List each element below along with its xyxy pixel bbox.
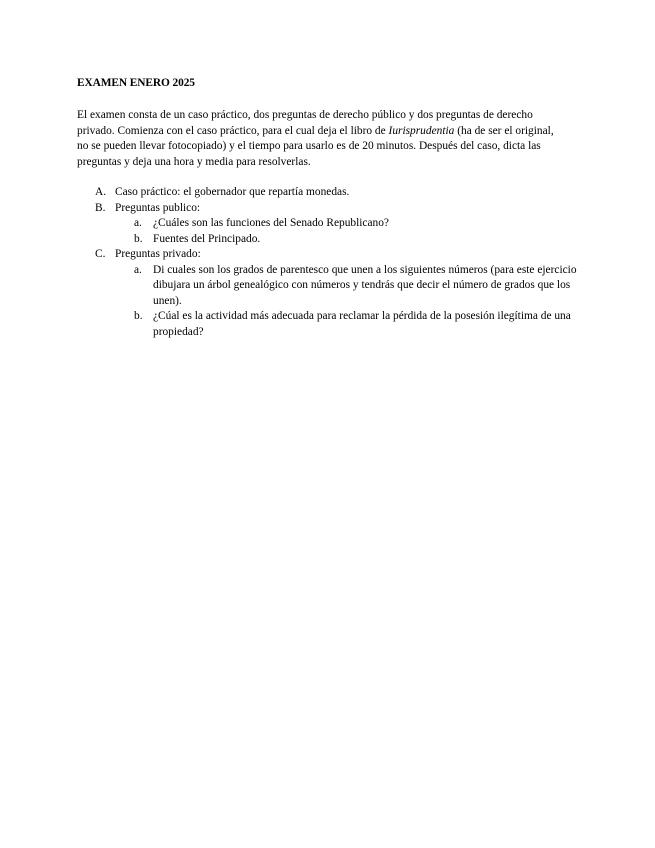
intro-paragraph	[77, 108, 567, 170]
section-c-question-b	[77, 309, 577, 340]
exam-outline	[77, 185, 577, 340]
question-text: Di cuales son los grados de parentesco que unen a los siguientes números (para este ejercicio dibujara un árbol genealógico con números y tendrás que decir el número de grados que los unen).	[153, 263, 577, 307]
question-marker: b.	[134, 310, 143, 322]
section-label: Caso práctico: el gobernador que repartía monedas.	[115, 186, 350, 198]
question-text: Fuentes del Principado.	[153, 232, 261, 245]
intro-text-part-1: El examen consta de un caso práctico, dos preguntas de derecho público y dos preguntas de derecho privado. Comienza con el caso práctico, para el cual deja el libro de	[77, 109, 533, 137]
book-title: Iurisprudentia	[388, 124, 455, 137]
question-marker: a.	[134, 217, 142, 229]
question-marker: b.	[134, 232, 143, 245]
section-c	[77, 247, 577, 263]
section-b-question-b	[77, 232, 577, 248]
section-label: Preguntas publico:	[115, 201, 201, 214]
document-title: EXAMEN ENERO 2025	[77, 77, 195, 89]
section-a	[77, 185, 577, 201]
question-text: ¿Cuáles son las funciones del Senado Republicano?	[153, 217, 389, 229]
section-c-question-a	[77, 263, 577, 310]
intro-text-part-2: (ha de ser el original, no se pueden llevar fotocopiado) y el tiempo para usarlo es de 20 minutos. Después del caso, dicta las preguntas y deja una hora y media para resolverlas.	[77, 124, 554, 168]
section-label: Preguntas privado:	[115, 248, 201, 260]
section-marker: B.	[95, 201, 106, 214]
section-marker: C.	[95, 248, 106, 260]
section-b	[77, 201, 577, 217]
question-marker: a.	[134, 263, 142, 276]
section-marker: A.	[95, 186, 107, 198]
section-b-question-a	[77, 216, 577, 232]
question-text: ¿Cúal es la actividad más adecuada para reclamar la pérdida de la posesión ilegítima de una propiedad?	[153, 310, 571, 338]
